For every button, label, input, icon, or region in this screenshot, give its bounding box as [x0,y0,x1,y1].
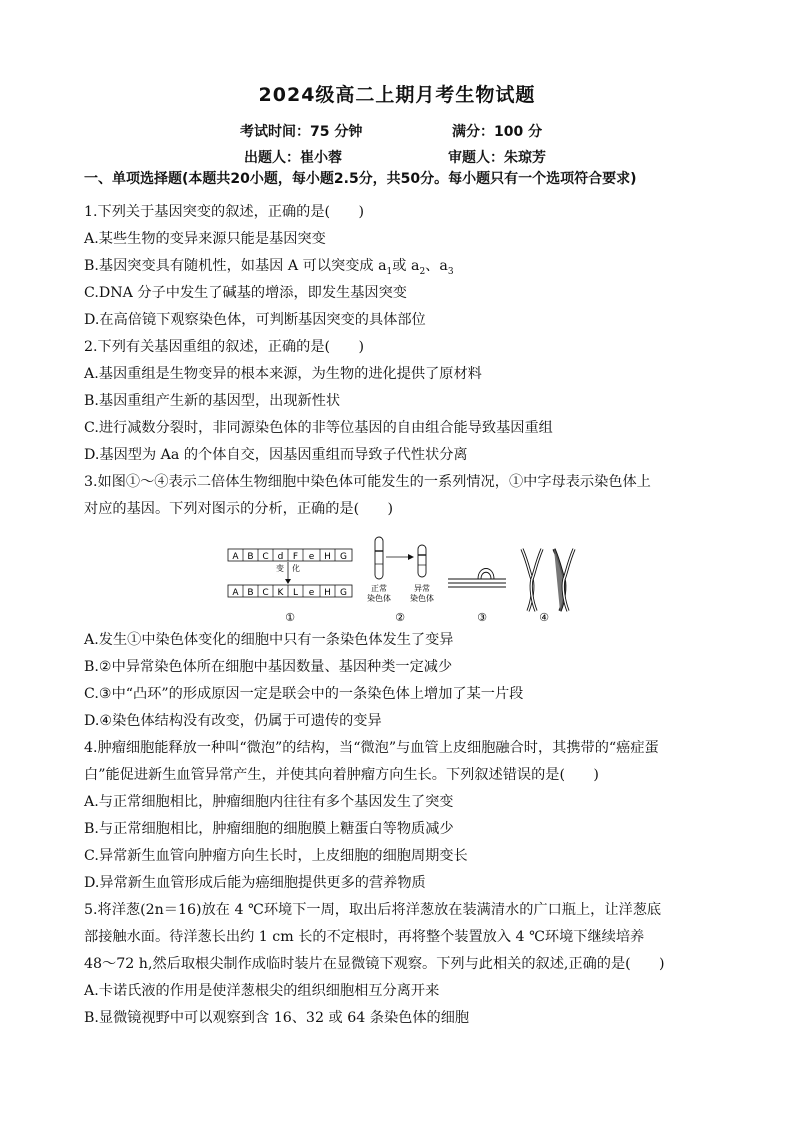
question-5-stem-line-1: 5.将洋葱(2n＝16)放在 4 ℃环境下一周，取出后将洋葱放在装满清水的广口瓶上，让洋葱底 [84,902,662,918]
exam-title: 2024级高二上期月考生物试题 [258,84,536,106]
normal-chromosome [375,537,383,579]
panel-label-3: ③ [477,611,487,624]
gene-row-1 [228,549,352,562]
abnormal-chromosome [418,545,426,577]
gene-label: e [308,552,315,562]
full-score: 满分：100 分 [452,124,543,140]
gene-row-2 [228,585,352,598]
change-label: 变 化 [276,564,300,573]
question-reviewer: 审题人：朱琼芳 [448,150,546,166]
chromosome-variation-figure [226,535,586,625]
gene-label: A [232,552,239,562]
arrow-head [408,554,414,560]
question-2-option-b: B.基因重组产生新的基因型，出现新性状 [84,393,341,409]
question-3-option-b: B.②中异常染色体所在细胞中基因数量、基因种类一定减少 [84,659,453,675]
question-5-option-a: A.卡诺氏液的作用是使洋葱根尖的组织细胞相互分离开来 [84,983,440,999]
question-1-option-b [84,256,454,282]
question-3-option-d: D.④染色体结构没有改变，仍属于可遗传的变异 [84,713,382,729]
normal-chromosome-label: 染色体 [367,594,391,603]
change-arrow-head [285,579,291,584]
question-1-stem: 1.下列关于基因突变的叙述，正确的是( ) [84,204,364,220]
gene-label: C [262,588,269,598]
panel-label-4: ④ [539,611,549,624]
question-4-stem-line-1: 4.肿瘤细胞能释放一种叫“微泡”的结构，当“微泡”与血管上皮细胞融合时，其携带的“癌症蛋 [84,740,659,756]
question-4-option-a: A.与正常细胞相比，肿瘤细胞内往往有多个基因发生了突变 [84,794,454,810]
option-b-or: 或 a [392,258,420,274]
exam-time: 考试时间：75 分钟 [240,124,363,140]
abnormal-chromosome-label: 染色体 [410,594,434,603]
question-2-option-c: C.进行减数分裂时，非同源染色体的非等位基因的自由组合能导致基因重组 [84,420,553,436]
question-3-stem-line-1: 3.如图①～④表示二倍体生物细胞中染色体可能发生的一系列情况，①中字母表示染色体上 [84,474,651,490]
question-4-stem-line-2: 白”能促进新生血管异常产生，并使其向着肿瘤方向生长。下列叙述错误的是( ) [84,767,599,783]
option-b-text: B.基因突变具有随机性，如基因 A 可以突变成 a [84,258,387,274]
question-1-option-d: D.在高倍镜下观察染色体，可判断基因突变的具体部位 [84,312,426,328]
gene-label: B [247,588,254,598]
gene-label: F [292,552,299,562]
gene-label: L [292,588,299,598]
option-b-sep: 、a [425,258,448,274]
question-author: 出题人：崔小蓉 [244,150,342,166]
subscript-2: 2 [419,266,426,277]
gene-label: G [340,552,347,562]
subscript-1: 1 [386,266,393,277]
question-3-stem-line-2: 对应的基因。下列对图示的分析，正确的是( ) [84,501,394,517]
subscript-3: 3 [447,266,454,277]
gene-label: G [340,588,347,598]
gene-label: K [277,588,284,598]
panel-label-1: ① [285,611,295,624]
gene-label: B [247,552,254,562]
normal-chromosome-label: 正常 [371,584,387,593]
gene-label: H [324,588,331,598]
question-2-option-a: A.基因重组是生物变异的根本来源，为生物的进化提供了原材料 [84,366,482,382]
question-1-option-a: A.某些生物的变异来源只能是基因突变 [84,231,326,247]
question-1-option-c: C.DNA 分子中发生了碱基的增添，即发生基因突变 [84,285,407,301]
gene-label: C [262,552,269,562]
gene-label: d [277,552,284,562]
question-3-option-a: A.发生①中染色体变化的细胞中只有一条染色体发生了变异 [84,632,454,648]
gene-label: A [232,588,239,598]
question-5-stem-line-3: 48～72 h,然后取根尖制作成临时装片在显微镜下观察。下列与此相关的叙述,正确的是( ) [84,956,665,972]
question-5-stem-line-2: 部接触水面。待洋葱长出约 1 cm 长的不定根时，再将整个装置放入 4 ℃环境下继续培养 [84,929,645,945]
question-2-stem: 2.下列有关基因重组的叙述，正确的是( ) [84,339,364,355]
question-4-option-d: D.异常新生血管形成后能为癌细胞提供更多的营养物质 [84,875,426,891]
section-heading: 一、单项选择题(本题共20小题，每小题2.5分，共50分。每小题只有一个选项符合要求) [84,171,637,187]
question-3-option-c: C.③中“凸环”的形成原因一定是联会中的一条染色体上增加了某一片段 [84,686,524,702]
question-5-option-b: B.显微镜视野中可以观察到含 16、32 或 64 条染色体的细胞 [84,1010,470,1026]
panel-label-2: ② [395,611,405,624]
gene-label: e [308,588,315,598]
question-2-option-d: D.基因型为 Aa 的个体自交，因基因重组而导致子代性状分离 [84,447,468,463]
crossing-chromosomes [522,549,574,611]
abnormal-chromosome-label: 异常 [414,584,430,593]
question-4-option-b: B.与正常细胞相比，肿瘤细胞的细胞膜上糖蛋白等物质减少 [84,821,454,837]
pairing-loop [448,569,506,588]
gene-label: H [324,552,331,562]
question-4-option-c: C.异常新生血管向肿瘤方向生长时，上皮细胞的细胞周期变长 [84,848,468,864]
